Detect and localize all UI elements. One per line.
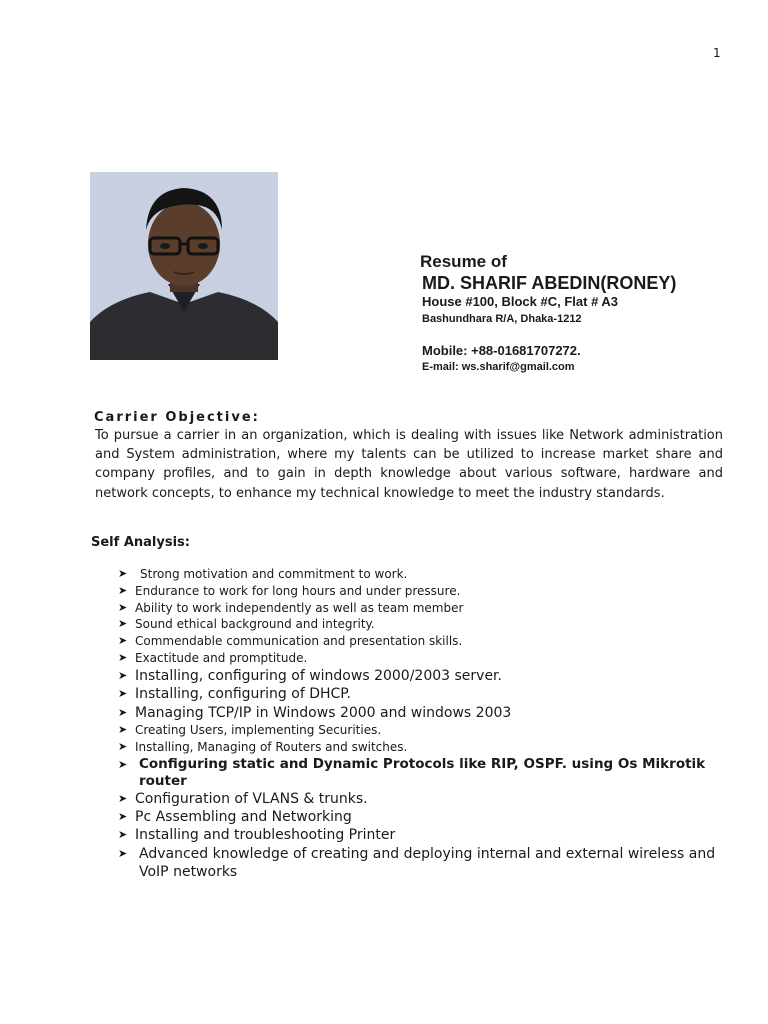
list-item: ➤ Configuration of VLANS & trunks. (118, 790, 368, 807)
address-line-1: House #100, Block #C, Flat # A3 (422, 294, 619, 309)
list-item: ➤ Commendable communication and presentation skills. (118, 634, 463, 649)
arrow-bullet-icon: ➤ (118, 617, 128, 631)
objective-paragraph: To pursue a carrier in an organization, which is dealing with issues like Network administration and System administration, where my talents can be utilized to increase market share and company profiles, and to gain in depth knowledge about various software, hardware and network concepts, to enhance my technical knowledge to meet the industry standards. (95, 428, 723, 501)
list-item: ➤ Installing, configuring of DHCP. (118, 686, 352, 703)
list-item: ➤ Managing TCP/IP in Windows 2000 and windows 2003 (118, 704, 512, 721)
list-item: ➤ Installing, Managing of Routers and switches. (118, 739, 408, 754)
resume-of-label: Resume of (420, 252, 507, 271)
arrow-bullet-icon: ➤ (118, 567, 128, 580)
page-number: 1 (713, 46, 721, 60)
list-item: ➤ Strong motivation and commitment to work. (118, 567, 408, 581)
candidate-name: MD. SHARIF ABEDIN(RONEY) (422, 273, 677, 293)
list-item: ➤ Exactitude and promptitude. (118, 650, 308, 665)
arrow-bullet-icon: ➤ (118, 739, 128, 753)
list-item: ➤ Installing and troubleshooting Printer (118, 827, 396, 844)
mobile-number: Mobile: +88-01681707272. (422, 343, 581, 358)
self-analysis-list (118, 566, 730, 882)
list-item: ➤ Sound ethical background and integrity. (118, 617, 375, 632)
arrow-bullet-icon: ➤ (118, 846, 128, 860)
self-analysis-heading: Self Analysis: (91, 535, 190, 550)
arrow-bullet-icon: ➤ (118, 757, 128, 771)
arrow-bullet-icon: ➤ (118, 600, 128, 614)
list-item: ➤ Advanced knowledge of creating and deploying internal and external wireless and VoIP networks (118, 845, 716, 881)
arrow-bullet-icon: ➤ (118, 650, 128, 664)
profile-photo (90, 172, 278, 360)
list-item: ➤ Pc Assembling and Networking (118, 809, 352, 825)
arrow-bullet-icon: ➤ (118, 791, 128, 805)
arrow-bullet-icon: ➤ (118, 668, 128, 682)
arrow-bullet-icon: ➤ (118, 583, 128, 597)
arrow-bullet-icon: ➤ (118, 705, 128, 719)
email-address: E-mail: ws.sharif@gmail.com (422, 361, 575, 373)
list-item: ➤ Ability to work independently as well as team member (118, 600, 464, 615)
address-line-2: Bashundhara R/A, Dhaka-1212 (422, 313, 582, 325)
list-item: ➤ Configuring static and Dynamic Protocols like RIP, OSPF. using Os Mikrotik router (118, 755, 706, 789)
objective-heading: Carrier Objective: (94, 410, 260, 425)
arrow-bullet-icon: ➤ (118, 634, 128, 648)
list-item: ➤ Installing, configuring of windows 2000/2003 server. (118, 667, 502, 684)
arrow-bullet-icon: ➤ (118, 687, 128, 701)
arrow-bullet-icon: ➤ (118, 810, 128, 823)
list-item: ➤ Endurance to work for long hours and under pressure. (118, 583, 461, 598)
arrow-bullet-icon: ➤ (118, 723, 128, 736)
arrow-bullet-icon: ➤ (118, 828, 128, 842)
list-item: ➤ Creating Users, implementing Securities. (118, 723, 382, 737)
